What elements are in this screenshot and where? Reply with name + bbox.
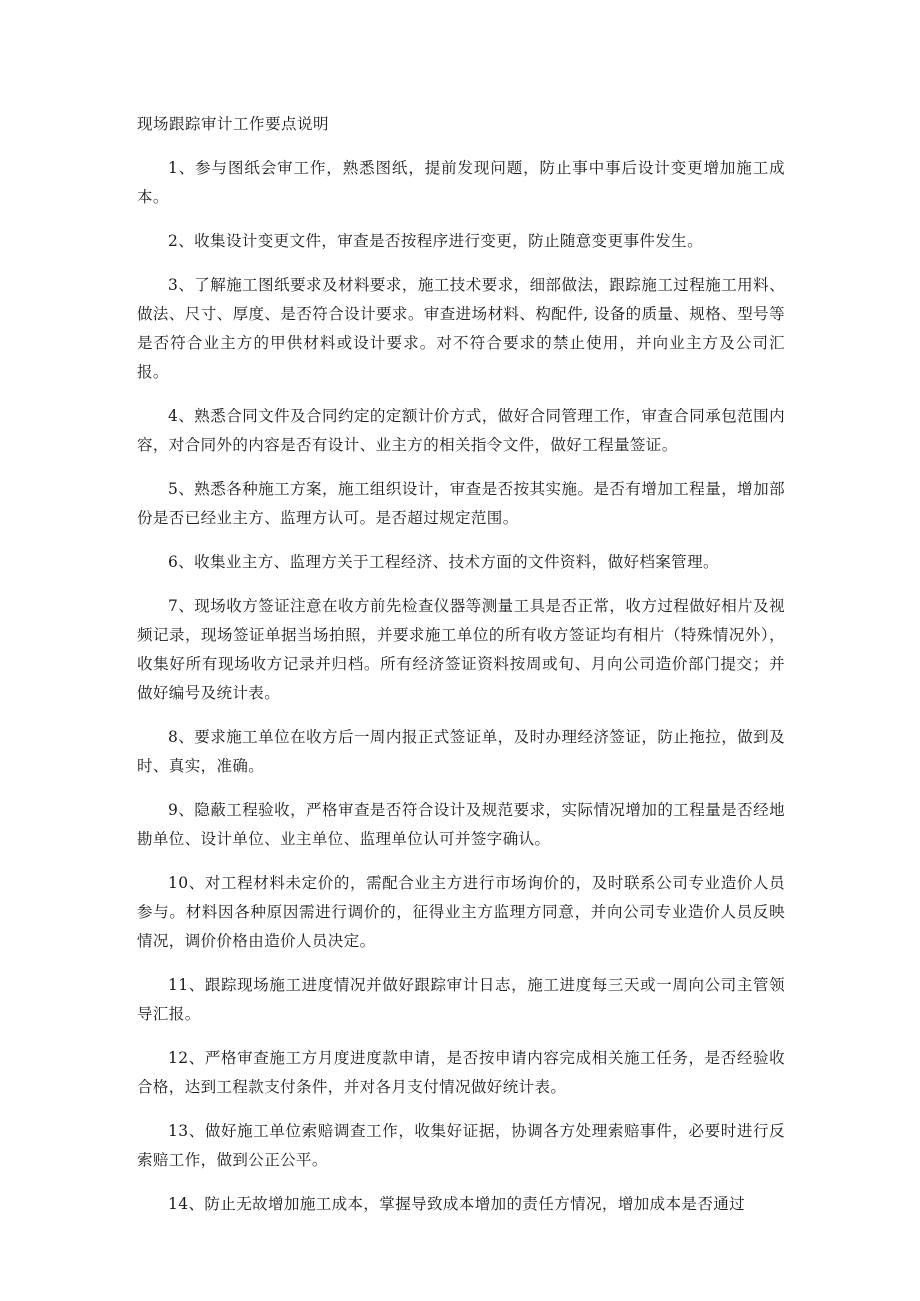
- paragraph-13: 13、做好施工单位索赔调查工作，收集好证据，协调各方处理索赔事件，必要时进行反索赔工作，做到公正公平。: [137, 1122, 785, 1169]
- document-title: 现场跟踪审计工作要点说明: [137, 115, 330, 133]
- paragraph-4: 4、熟悉合同文件及合同约定的定额计价方式，做好合同管理工作，审查合同承包范围内容，对合同外的内容是否有设计、业主方的相关指令文件，做好工程量签证。: [137, 407, 785, 454]
- paragraph-3: 3、了解施工图纸要求及材料要求，施工技术要求，细部做法，跟踪施工过程施工用料、做法、尺寸、厚度、是否符合设计要求。审查进场材料、构配件, 设备的质量、规格、型号等是否符合业主方的甲供材料或设计要求。对不符合要求的禁止使用，并向业主方及公司汇报。: [137, 276, 785, 381]
- paragraph-10: 10、对工程材料未定价的，需配合业主方进行市场询价的，及时联系公司专业造价人员参与。材料因各种原因需进行调价的，征得业主方监理方同意，并向公司专业造价人员反映情况，调价价格由造价人员决定。: [137, 874, 785, 950]
- paragraph-8: 8、要求施工单位在收方后一周内报正式签证单，及时办理经济签证，防止拖拉，做到及时、真实，准确。: [137, 728, 785, 775]
- paragraph-12: 12、严格审查施工方月度进度款申请，是否按申请内容完成相关施工任务，是否经验收合格，达到工程款支付条件，并对各月支付情况做好统计表。: [137, 1049, 785, 1096]
- paragraph-5: 5、熟悉各种施工方案，施工组织设计，审查是否按其实施。是否有增加工程量，增加部份是否已经业主方、监理方认可。是否超过规定范围。: [137, 480, 785, 527]
- paragraph-9: 9、隐蔽工程验收，严格审查是否符合设计及规范要求，实际情况增加的工程量是否经地勘单位、设计单位、业主单位、监理单位认可并签字确认。: [137, 801, 785, 848]
- paragraph-7: 7、现场收方签证注意在收方前先检查仪器等测量工具是否正常，收方过程做好相片及视频记录，现场签证单据当场拍照，并要求施工单位的所有收方签证均有相片（特殊情况外），收集好所有现场收方记录并归档。所有经济签证资料按周或旬、月向公司造价部门提交；并做好编号及统计表。: [137, 597, 785, 702]
- document-body: [137, 110, 785, 1234]
- paragraph-2: 2、收集设计变更文件，审查是否按程序进行变更，防止随意变更事件发生。: [168, 232, 703, 250]
- paragraph-11: 11、跟踪现场施工进度情况并做好跟踪审计日志，施工进度每三天或一周向公司主管领导汇报。: [137, 976, 785, 1023]
- paragraph-14: 14、防止无故增加施工成本，掌握导致成本增加的责任方情况，增加成本是否通过: [168, 1195, 746, 1213]
- paragraph-1: 1、参与图纸会审工作，熟悉图纸，提前发现问题，防止事中事后设计变更增加施工成本。: [137, 159, 785, 206]
- paragraph-6: 6、收集业主方、监理方关于工程经济、技术方面的文件资料，做好档案管理。: [168, 553, 719, 571]
